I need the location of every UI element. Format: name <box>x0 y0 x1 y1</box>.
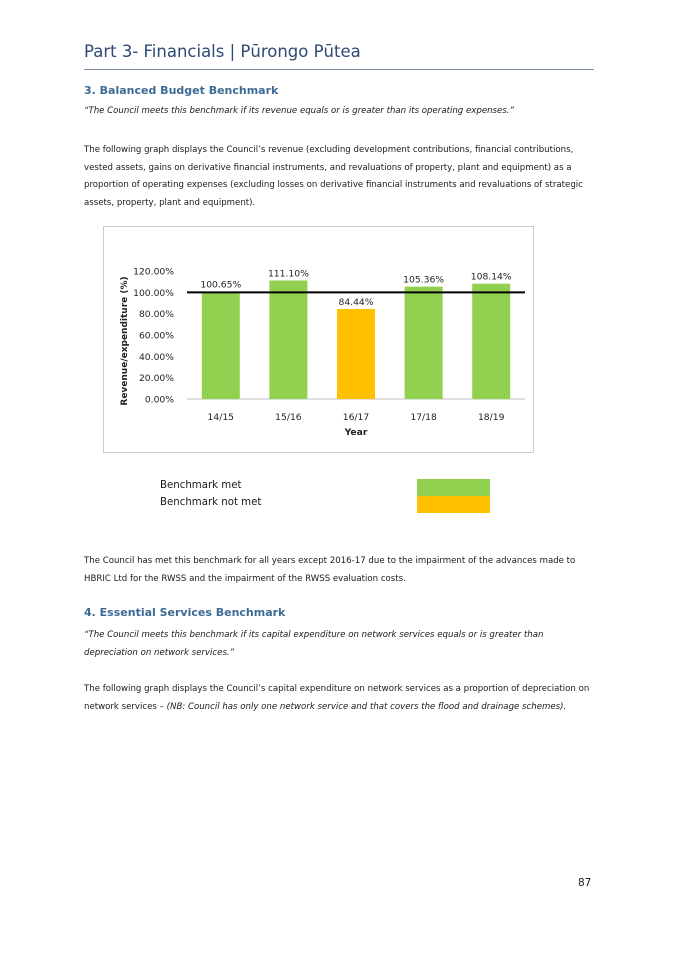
section-4-intro-text: The following graph displays the Council’s capital expenditure on network services as a proportion of depreciation on network services – <box>84 684 590 712</box>
x-tick-label: 17/18 <box>410 412 437 423</box>
balanced-budget-chart <box>103 226 534 453</box>
chart-canvas <box>104 227 535 454</box>
x-axis-title: Year <box>344 427 368 438</box>
section-4-intro <box>84 681 596 716</box>
legend-met-label: Benchmark met <box>160 480 242 491</box>
data-label: 108.14% <box>470 271 512 283</box>
section-3-conclusion: The Council has met this benchmark for all years except 2016-17 due to the impairment of the advances made to HBRIC Ltd for the RWSS and the impairment of the RWSS evaluation costs. <box>84 556 576 584</box>
bar <box>405 287 443 399</box>
legend-not-met-swatch <box>417 496 490 513</box>
data-label: 84.44% <box>338 296 374 308</box>
title-divider <box>84 69 594 70</box>
page-title: Part 3- Financials | Pūrongo Pūtea <box>84 42 361 61</box>
section-4-heading: 4. Essential Services Benchmark <box>84 606 286 619</box>
y-tick-label: 60.00% <box>138 330 174 342</box>
legend-met-swatch <box>417 479 490 496</box>
section-3-quote: “The Council meets this benchmark if its revenue equals or is greater than its operating expenses.” <box>84 106 514 116</box>
section-3-heading: 3. Balanced Budget Benchmark <box>84 84 279 97</box>
x-tick-label: 15/16 <box>275 412 302 423</box>
section-4-intro-note: (NB: Council has only one network service and that covers the flood and drainage schemes). <box>166 701 567 712</box>
bar <box>202 292 240 399</box>
section-4-quote: “The Council meets this benchmark if its capital expenditure on network services equals or is greater than depreciation on network services.” <box>84 630 544 658</box>
legend-not-met-label: Benchmark not met <box>160 497 262 508</box>
page-number: 87 <box>578 877 592 889</box>
section-3-intro: The following graph displays the Council’s revenue (excluding development contributions, financial contributions, vested assets, gains on derivative financial instruments, and revaluations of property, plant and equipment) as a proportion of operating expenses (excluding losses on derivative financial instruments and revaluations of strategic assets, property, plant and equipment). <box>84 145 583 208</box>
data-label: 111.10% <box>267 268 309 280</box>
data-label: 100.65% <box>200 279 242 291</box>
y-axis-title: Revenue/expenditure (%) <box>120 276 130 406</box>
y-tick-label: 20.00% <box>138 373 174 385</box>
data-label: 105.36% <box>403 274 445 286</box>
bar <box>472 284 510 399</box>
y-tick-label: 120.00% <box>133 266 174 278</box>
x-tick-label: 18/19 <box>477 412 505 423</box>
y-tick-label: 40.00% <box>138 351 174 363</box>
bar <box>337 309 375 399</box>
y-tick-label: 80.00% <box>138 309 174 321</box>
y-tick-label: 100.00% <box>133 287 174 299</box>
y-tick-label: 0.00% <box>144 394 174 406</box>
x-tick-label: 14/15 <box>207 412 235 423</box>
x-tick-label: 16/17 <box>342 412 370 423</box>
bar <box>269 280 307 399</box>
